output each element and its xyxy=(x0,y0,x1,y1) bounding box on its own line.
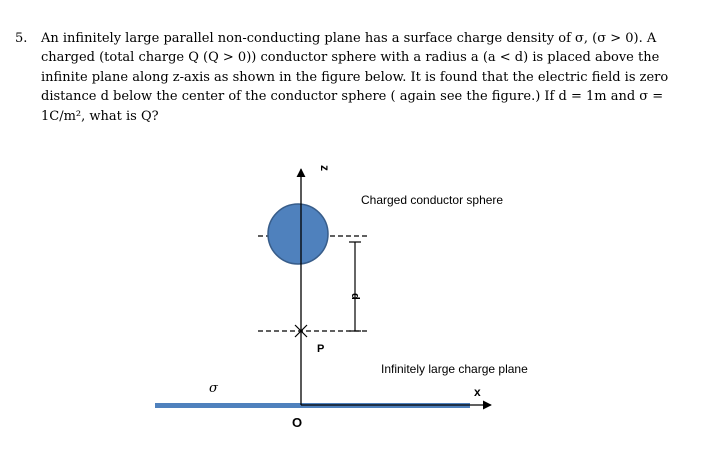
problem-line: distance d below the center of the conductor sphere ( again see the figure.) If d = 1m and σ = xyxy=(41,89,664,105)
sphere-label: Charged conductor sphere xyxy=(361,193,504,207)
origin-label: O xyxy=(292,415,303,430)
x-axis-label: x xyxy=(474,385,481,399)
plane-label: Infinitely large charge plane xyxy=(381,362,528,376)
problem-line: 1C/m², what is Q? xyxy=(41,108,159,124)
problem-line: infinite plane along z-axis as shown in the figure below. It is found that the electric field is zero xyxy=(41,69,669,85)
z-axis-label: z xyxy=(318,165,332,171)
problem-line: charged (total charge Q (Q > 0)) conductor sphere with a radius a (a < d) is placed above the xyxy=(41,50,660,66)
problem-line: An infinitely large parallel non-conducting plane has a surface charge density of σ, (σ > 0). A xyxy=(41,31,657,46)
distance-d-label: d xyxy=(349,293,361,300)
point-p-label: P xyxy=(317,343,325,355)
problem-number: 5. xyxy=(15,31,28,46)
conductor-sphere xyxy=(268,204,328,264)
sigma-label: σ xyxy=(209,381,218,396)
